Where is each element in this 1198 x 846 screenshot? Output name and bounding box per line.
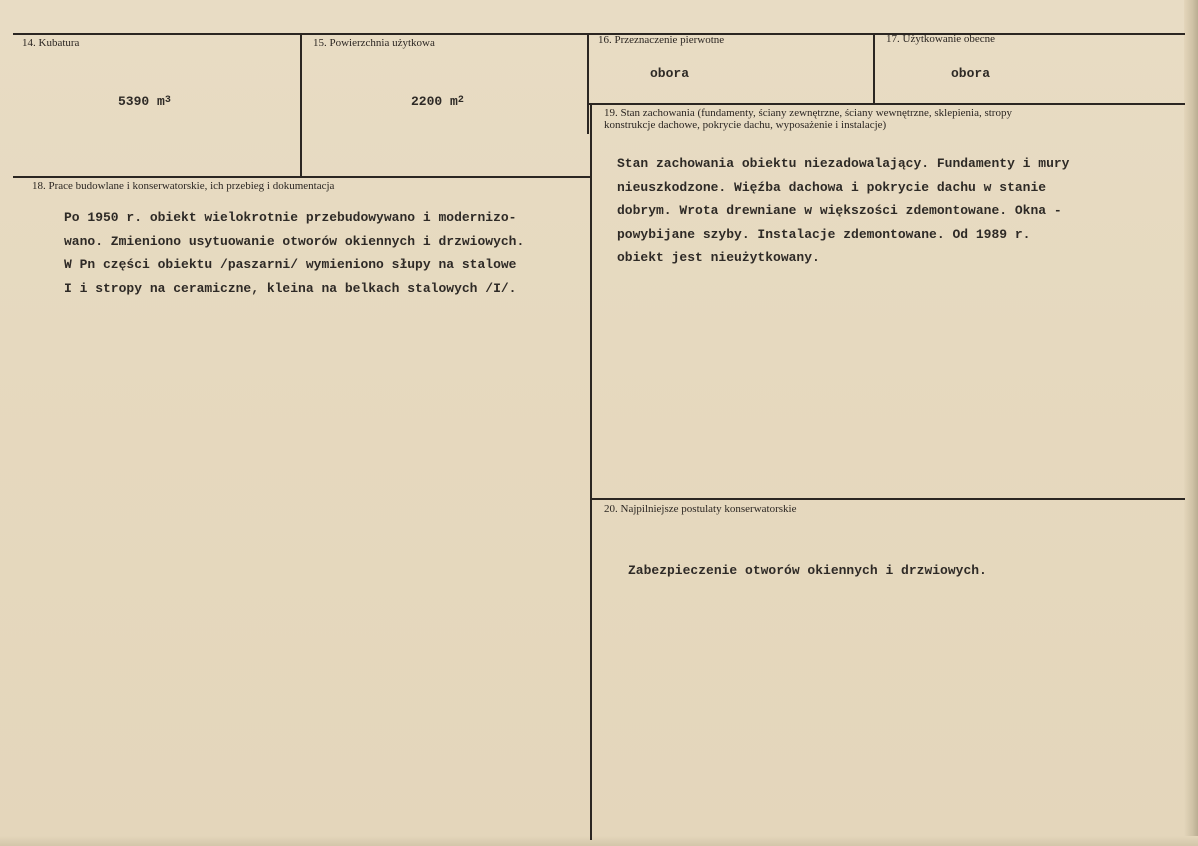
field-19-label-line2: konstrukcje dachowe, pokrycie dachu, wyposażenie i instalacje) (604, 119, 887, 131)
paper-edge-right (1184, 0, 1198, 846)
field-18-text (64, 206, 524, 300)
field-19-text (617, 152, 1069, 270)
field-20-label: 20. Najpilniejsze postulaty konserwatorskie (604, 503, 797, 515)
field-19-line: nieuszkodzone. Więźba dachowa i pokrycie dachu w stanie (617, 179, 1047, 195)
field-20-value: Zabezpieczenie otworów okiennych i drzwiowych. (628, 563, 987, 578)
field-19-line: dobrym. Wrota drewniane w większości zdemontowane. Okna - (617, 203, 1062, 218)
field-15-unit-exponent: 2 (457, 95, 464, 106)
field-18-line: I i stropy na ceramiczne, kleina na belkach stalowych /I/. (64, 280, 517, 296)
field-17-value: obora (951, 66, 991, 81)
field-19-line: Stan zachowania obiektu niezadowalający. Fundamenty i mury (617, 156, 1070, 171)
field-14-label: 14. Kubatura (22, 37, 80, 49)
field-16-label: 16. Przeznaczenie pierwotne (598, 34, 725, 46)
field-15-label: 15. Powierzchnia użytkowa (313, 37, 435, 49)
field-19-line: obiekt jest nieużytkowany. (617, 250, 820, 265)
field-14-value (118, 94, 171, 109)
field-18-line: W Pn części obiektu /paszarni/ wymieniono słupy na stalowe (64, 257, 517, 272)
field-18-line: wano. Zmieniono usytuowanie otworów okiennych i drzwiowych. (64, 233, 525, 249)
center-divider-lower (590, 104, 592, 840)
rule-above-20 (591, 498, 1185, 500)
rule-under-16-17 (588, 103, 1185, 105)
field-14-unit-exponent: 3 (164, 95, 171, 106)
paper-edge-bottom (0, 836, 1198, 846)
field-15-number: 2200 m (411, 94, 458, 109)
divider-14-15 (300, 34, 302, 176)
field-18-line: Po 1950 r. obiekt wielokrotnie przebudowywano i modernizo- (64, 210, 517, 225)
field-18-label: 18. Prace budowlane i konserwatorskie, ich przebieg i dokumentacja (32, 180, 335, 192)
center-divider (587, 34, 589, 134)
field-15-value (411, 94, 464, 109)
field-19-line: powybijane szyby. Instalacje zdemontowane. Od 1989 r. (617, 226, 1031, 242)
field-14-number: 5390 m (118, 94, 165, 109)
rule-under-14-15 (13, 176, 590, 178)
field-16-value: obora (650, 66, 690, 81)
field-17-label: 17. Użytkowanie obecne (886, 33, 996, 45)
field-19-label-line1: 19. Stan zachowania (fundamenty, ściany zewnętrzne, ściany wewnętrzne, sklepienia, stropy (604, 107, 1012, 119)
divider-16-17 (873, 34, 875, 104)
